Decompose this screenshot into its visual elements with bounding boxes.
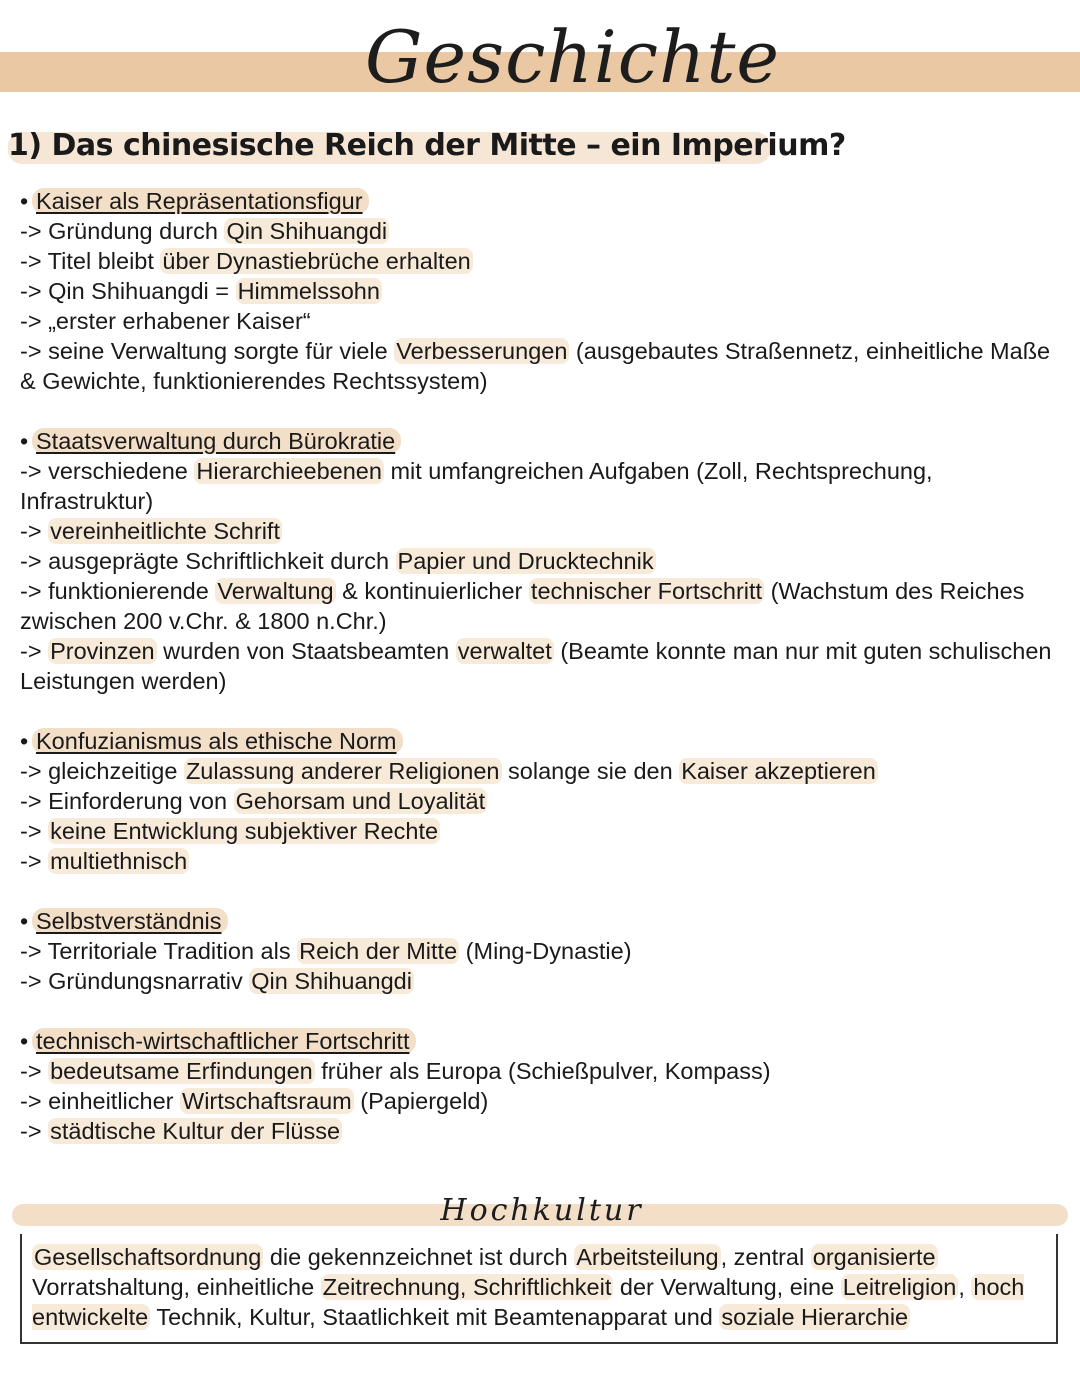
section-title <box>20 906 1070 936</box>
text-segment: -> „erster erhabener Kaiser“ <box>20 308 311 334</box>
note-line <box>20 306 1070 336</box>
text-segment: (ausgebautes Straßennetz, einheitliche Maße & Gewichte, funktionierendes Rechtssystem) <box>20 338 1051 394</box>
note-line <box>20 456 1070 516</box>
highlighted-term: Papier und Drucktechnik <box>397 548 654 574</box>
highlighted-term: Hierarchieebenen <box>196 458 382 484</box>
text-segment: -> ausgeprägte Schriftlichkeit durch <box>20 548 396 574</box>
section-title-text: Kaiser als Repräsentationsfigur <box>32 188 369 214</box>
highlighted-term: organisierte <box>812 1244 936 1270</box>
highlighted-term: Himmelssohn <box>237 278 380 304</box>
highlighted-term: Qin Shihuangdi <box>226 218 388 244</box>
bullet-icon: • <box>20 908 29 934</box>
text-segment: -> verschiedene <box>20 458 195 484</box>
text-segment: (Papiergeld) <box>353 1088 489 1114</box>
page-title: Geschichte <box>365 15 781 99</box>
highlighted-term: soziale Hierarchie <box>721 1304 909 1330</box>
bullet-icon: • <box>20 188 29 214</box>
text-segment: -> Gründungsnarrativ <box>20 968 250 994</box>
note-line <box>20 1056 1070 1086</box>
highlighted-term: Leitreligion <box>842 1274 957 1300</box>
highlighted-term: Verwaltung <box>217 578 334 604</box>
note-line <box>20 636 1070 696</box>
highlighted-term: Gehorsam und Loyalität <box>235 788 486 814</box>
highlighted-term: bedeutsame Erfindungen <box>50 1058 313 1084</box>
section-heading: 1) Das chinesische Reich der Mitte – ein Imperium? <box>8 128 846 163</box>
note-line <box>20 216 1070 246</box>
text-segment: (Ming-Dynastie) <box>459 938 632 964</box>
note-section <box>20 186 1070 396</box>
text-segment: -> einheitlicher <box>20 1088 181 1114</box>
text-segment: -> <box>20 848 49 874</box>
section-title <box>20 426 1070 456</box>
text-segment: -> <box>20 1118 49 1144</box>
highlighted-term: Reich der Mitte <box>299 938 458 964</box>
hochkultur-definition-box <box>20 1234 1058 1344</box>
highlighted-term: über Dynastiebrüche erhalten <box>162 248 471 274</box>
bullet-icon: • <box>20 1028 29 1054</box>
note-section <box>20 426 1070 696</box>
text-segment: -> seine Verwaltung sorgte für viele <box>20 338 395 364</box>
notes-content <box>20 186 1070 1176</box>
text-segment: die gekennzeichnet ist durch <box>263 1244 575 1270</box>
note-section <box>20 1026 1070 1146</box>
text-segment: -> funktionierende <box>20 578 216 604</box>
note-line <box>20 966 1070 996</box>
note-line <box>20 1116 1070 1146</box>
text-segment: -> Titel bleibt <box>20 248 161 274</box>
highlighted-term: Gesellschaftsordnung <box>34 1244 262 1270</box>
text-segment: solange sie den <box>501 758 680 784</box>
note-line <box>20 756 1070 786</box>
highlighted-term: Wirtschaftsraum <box>182 1088 352 1114</box>
highlighted-term: Provinzen <box>50 638 155 664</box>
highlighted-term: Verbesserungen <box>396 338 568 364</box>
note-line <box>20 576 1070 636</box>
highlighted-term: verwaltet <box>457 638 552 664</box>
hochkultur-title: Hochkultur <box>440 1193 644 1228</box>
text-segment: früher als Europa (Schießpulver, Kompass) <box>314 1058 771 1084</box>
text-segment: (Beamte konnte man nur mit guten schulischen Leistungen werden) <box>20 638 1052 694</box>
note-line <box>20 786 1070 816</box>
text-segment: -> Territoriale Tradition als <box>20 938 298 964</box>
section-title-text: Staatsverwaltung durch Bürokratie <box>32 428 401 454</box>
note-section <box>20 726 1070 876</box>
note-line <box>20 816 1070 846</box>
highlighted-term: Arbeitsteilung <box>576 1244 719 1270</box>
section-title-text: Selbstverständnis <box>32 908 228 934</box>
text-segment: & kontinuierlicher <box>335 578 529 604</box>
note-line <box>20 516 1070 546</box>
note-line <box>20 936 1070 966</box>
text-segment: der Verwaltung, eine <box>613 1274 841 1300</box>
note-line <box>20 336 1070 396</box>
text-segment: (Wachstum des Reiches zwischen 200 v.Chr. & 1800 n.Chr.) <box>20 578 1025 634</box>
note-line <box>20 546 1070 576</box>
bullet-icon: • <box>20 728 29 754</box>
text-segment: -> <box>20 1058 49 1084</box>
section-title <box>20 1026 1070 1056</box>
section-title-text: technisch-wirtschaftlicher Fortschritt <box>32 1028 416 1054</box>
highlighted-term: multiethnisch <box>50 848 188 874</box>
note-line <box>20 1086 1070 1116</box>
text-segment: wurden von Staatsbeamten <box>156 638 456 664</box>
note-section <box>20 906 1070 996</box>
note-line <box>20 846 1070 876</box>
text-segment: -> Qin Shihuangdi = <box>20 278 236 304</box>
text-segment: , <box>958 1274 972 1300</box>
highlighted-term: technischer Fortschritt <box>530 578 763 604</box>
highlighted-term: städtische Kultur der Flüsse <box>50 1118 341 1144</box>
highlighted-term: Zulassung anderer Religionen <box>185 758 500 784</box>
text-segment: Technik, Kultur, Staatlichkeit mit Beamtenapparat und <box>150 1304 720 1330</box>
section-title <box>20 726 1070 756</box>
highlighted-term: Kaiser akzeptieren <box>681 758 876 784</box>
highlighted-term: keine Entwicklung subjektiver Rechte <box>50 818 439 844</box>
section-title <box>20 186 1070 216</box>
text-segment: Vorratshaltung, einheitliche <box>32 1274 321 1300</box>
highlighted-term: Zeitrechnung, Schriftlichkeit <box>322 1274 612 1300</box>
note-line <box>20 246 1070 276</box>
text-segment: -> <box>20 518 49 544</box>
highlighted-term: Qin Shihuangdi <box>251 968 412 994</box>
text-segment: , zentral <box>720 1244 811 1270</box>
text-segment: -> Gründung durch <box>20 218 225 244</box>
text-segment: -> <box>20 818 49 844</box>
text-segment: -> Einforderung von <box>20 788 234 814</box>
bullet-icon: • <box>20 428 29 454</box>
text-segment: -> <box>20 638 49 664</box>
section-title-text: Konfuzianismus als ethische Norm <box>32 728 403 754</box>
text-segment: -> gleichzeitige <box>20 758 184 784</box>
highlighted-term: vereinheitlichte Schrift <box>50 518 280 544</box>
note-line <box>20 276 1070 306</box>
text-segment: mit umfangreichen Aufgaben (Zoll, Rechtsprechung, Infrastruktur) <box>20 458 933 514</box>
highlighted-term: hoch entwickelte <box>32 1274 1025 1330</box>
